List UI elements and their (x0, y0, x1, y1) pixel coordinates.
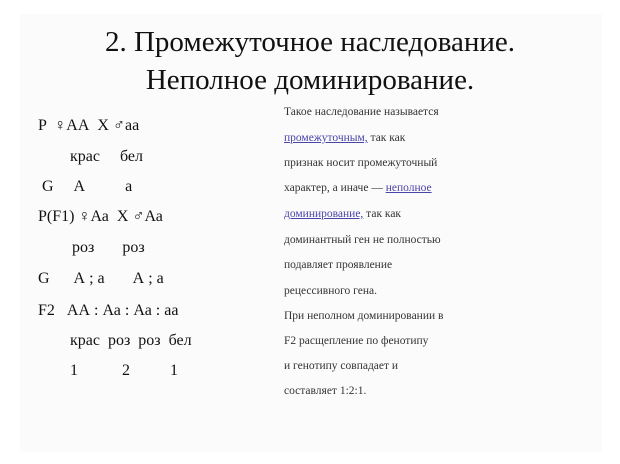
scheme-f2-phenotypes: крас роз роз бел (70, 332, 192, 349)
title-line-2: Неполное доминирование. (145, 64, 475, 96)
note-line-2-rest: так как (367, 132, 406, 144)
scheme-f2-ratio: 1 2 1 (70, 362, 178, 379)
scheme-f2-genotypes: F2 АА : Аа : Аа : аа (38, 302, 179, 319)
scheme-f1-cross: P(F1) ♀Аа Х ♂Аа (38, 208, 163, 225)
note-line-9: При неполном доминировании в (284, 310, 444, 322)
scheme-parents-phenotype: крас бел (70, 148, 143, 165)
note-line-2 (284, 132, 405, 144)
note-line-12: составляет 1:2:1. (284, 385, 367, 397)
note-line-7: подавляет проявление (284, 259, 393, 271)
term-intermediate: промежуточным, (284, 132, 368, 144)
term-dominance: доминирование, (284, 208, 364, 220)
note-line-10: F2 расщепление по фенотипу (284, 335, 429, 347)
scheme-gametes-f1: G А ; а А ; а (38, 270, 164, 287)
scheme-parents: P ♀АА Х ♂аа (38, 117, 140, 134)
note-line-1: Такое наследование называется (284, 106, 439, 118)
note-line-3: признак носит промежуточный (284, 157, 438, 169)
scheme-f1-phenotype: роз роз (72, 239, 145, 256)
note-line-6: доминантный ген не полностью (284, 234, 441, 246)
title-line-1: 2. Промежуточное наследование. (104, 26, 516, 58)
note-line-5 (284, 208, 401, 220)
scheme-gametes-p: G А а (42, 178, 133, 195)
note-line-5-rest: так как (363, 208, 402, 220)
note-line-8: рецессивного гена. (284, 285, 377, 297)
term-incomplete: неполное (385, 182, 432, 194)
note-line-4 (284, 182, 432, 194)
note-line-11: и генотипу совпадает и (284, 360, 399, 372)
note-line-4-text: характер, а иначе — (284, 182, 386, 194)
